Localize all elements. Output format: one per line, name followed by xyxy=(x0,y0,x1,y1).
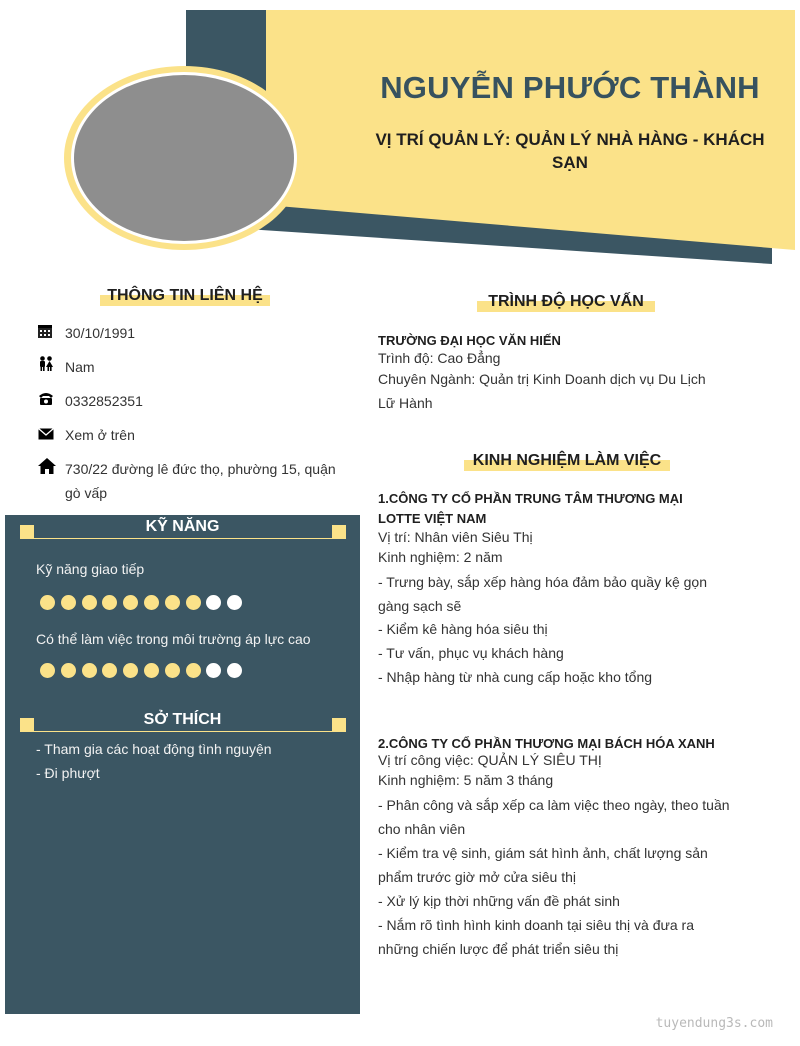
hobbies-section-title: SỞ THÍCH xyxy=(143,711,222,728)
job-duty: - Nhập hàng từ nhà cung cấp hoặc kho tổng xyxy=(378,669,653,685)
job-duty: - Kiểm tra vệ sinh, giám sát hình ảnh, chất lượng sản phẩm trước giờ mở cửa siêu thị xyxy=(378,845,708,885)
contact-value: 730/22 đường lê đức thọ, phường 15, quận gò vấp xyxy=(65,461,336,501)
job-duty: - Phân công và sắp xếp ca làm việc theo ngày, theo tuần cho nhân viên xyxy=(378,797,730,837)
contact-value: Nam xyxy=(65,359,95,375)
contact-value: 0332852351 xyxy=(65,393,143,409)
skills-section-title: KỸ NĂNG xyxy=(145,518,220,535)
sidebar-panel xyxy=(5,515,360,1014)
avatar xyxy=(68,64,300,242)
rating-dot-filled xyxy=(61,595,76,610)
rating-dot-filled xyxy=(123,595,138,610)
job-position: Vị trí công việc: QUẢN LÝ SIÊU THỊ xyxy=(378,752,602,768)
job-duty: - Kiểm kê hàng hóa siêu thị xyxy=(378,621,548,637)
experience-section-title: KINH NGHIỆM LÀM VIỆC xyxy=(464,452,670,470)
school-name: TRƯỜNG ĐẠI HỌC VĂN HIẾN xyxy=(378,333,561,348)
rating-dot-filled xyxy=(61,663,76,678)
mail-icon xyxy=(38,423,56,441)
rating-dot-filled xyxy=(102,595,117,610)
rating-dot-filled xyxy=(186,595,201,610)
contact-section-title: THÔNG TIN LIÊN HỆ xyxy=(100,287,270,305)
candidate-name: NGUYỄN PHƯỚC THÀNH xyxy=(380,70,760,105)
calendar-icon xyxy=(38,321,56,339)
rating-dot-filled xyxy=(123,663,138,678)
rating-dot-filled xyxy=(144,663,159,678)
rating-dot-filled xyxy=(82,663,97,678)
hobby-item: - Đi phượt xyxy=(36,765,100,781)
job-duty: - Trưng bày, sắp xếp hàng hóa đảm bảo quầy kệ gọn gàng sạch sẽ xyxy=(378,574,707,614)
gender-icon xyxy=(38,355,56,373)
job-duration: Kinh nghiệm: 5 năm 3 tháng xyxy=(378,772,554,788)
hobby-item: - Tham gia các hoạt động tình nguyện xyxy=(36,741,272,757)
rating-dot-filled xyxy=(144,595,159,610)
rating-dot-filled xyxy=(40,595,55,610)
company-name: 2.CÔNG TY CỔ PHẦN THƯƠNG MẠI BÁCH HÓA XANH xyxy=(378,736,715,751)
rating-dot-filled xyxy=(102,663,117,678)
home-icon xyxy=(38,457,56,475)
rating-dot-filled xyxy=(82,595,97,610)
contact-value: 30/10/1991 xyxy=(65,325,136,341)
job-position: Vị trí: Nhân viên Siêu Thị xyxy=(378,529,533,545)
watermark: tuyendung3s.com xyxy=(655,1016,773,1031)
education-major: Chuyên Ngành: Quản trị Kinh Doanh dịch vụ Du Lịch Lữ Hành xyxy=(378,371,706,411)
job-duty: - Nắm rõ tình hình kinh doanh tại siêu thị và đưa ra những chiến lược để phát triển siêu thị xyxy=(378,917,694,957)
rating-dot-filled xyxy=(165,663,180,678)
rating-dot-empty xyxy=(206,663,221,678)
rating-dot-filled xyxy=(40,663,55,678)
job-duty: - Tư vấn, phục vụ khách hàng xyxy=(378,645,564,661)
contact-value: Xem ở trên xyxy=(65,427,135,443)
rating-dot-empty xyxy=(206,595,221,610)
education-level: Trình độ: Cao Đẳng xyxy=(378,350,501,366)
rating-dot-empty xyxy=(227,595,242,610)
job-duration: Kinh nghiệm: 2 năm xyxy=(378,549,503,565)
rating-dot-filled xyxy=(165,595,180,610)
job-duty: - Xử lý kịp thời những vấn đề phát sinh xyxy=(378,893,620,909)
rating-dot-empty xyxy=(227,663,242,678)
rating-dot-filled xyxy=(186,663,201,678)
skill-name: Kỹ năng giao tiếp xyxy=(36,561,145,577)
skill-name: Có thể làm việc trong môi trường áp lực cao xyxy=(36,631,311,647)
phone-icon xyxy=(38,389,56,407)
education-section-title: TRÌNH ĐỘ HỌC VẤN xyxy=(477,293,655,311)
job-title: VỊ TRÍ QUẢN LÝ: QUẢN LÝ NHÀ HÀNG - KHÁCH SẠN xyxy=(375,130,765,172)
company-name: 1.CÔNG TY CỔ PHẦN TRUNG TÂM THƯƠNG MẠI LOTTE VIỆT NAM xyxy=(378,491,683,526)
